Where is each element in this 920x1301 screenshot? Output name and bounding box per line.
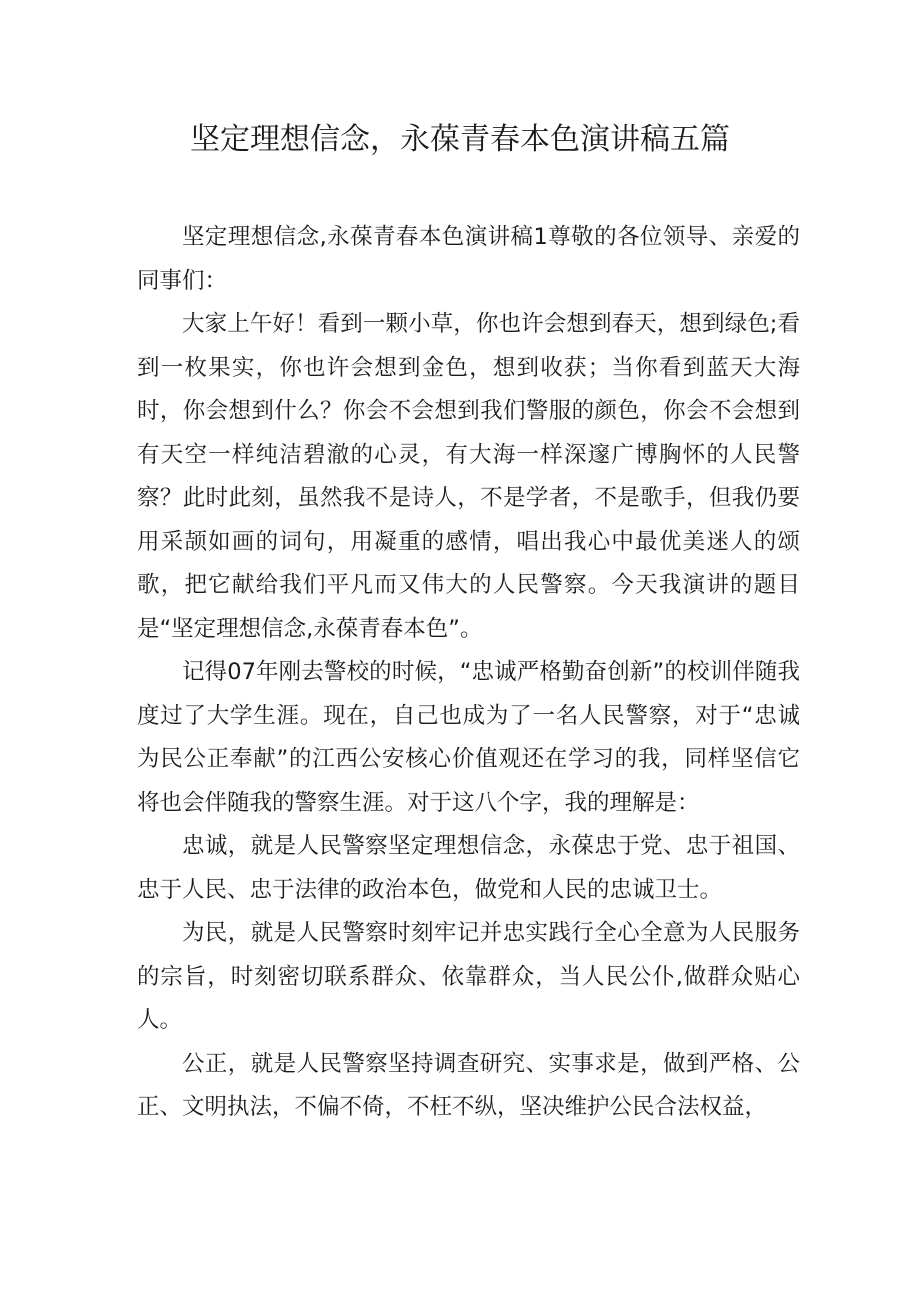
paragraph: 公正，就是人民警察坚持调查研究、实事求是，做到严格、公正、文明执法，不偏不倚，不枉不纵，坚决维护公民合法权益， (137, 1050, 800, 1120)
document-title: 坚定理想信念，永葆青春本色演讲稿五篇 (190, 122, 730, 157)
document-body (137, 216, 800, 1130)
paragraph: 坚定理想信念,永葆青春本色演讲稿1尊敬的各位领导、亲爱的同事们： (137, 224, 800, 294)
paragraph: 大家上午好！看到一颗小草，你也许会想到春天，想到绿色;看到一枚果实，你也许会想到金色，想到收获；当你看到蓝天大海时，你会想到什么？你会不会想到我们警服的颜色，你会不会想到有天空一样纯洁碧澈的心灵，有大海一样深邃广博胸怀的人民警察？此时此刻，虽然我不是诗人，不是学者，不是歌手，但我仍要用采颉如画的词句，用凝重的感情，唱出我心中最优美迷人的颂歌，把它献给我们平凡而又伟大的人民警察。今天我演讲的题目是“坚定理想信念,永葆青春本色”。 (137, 311, 800, 642)
paragraph: 记得07年刚去警校的时候，“忠诚严格勤奋创新”的校训伴随我度过了大学生涯。现在，自己也成为了一名人民警察，对于“忠诚为民公正奉献”的江西公安核心价值观还在学习的我，同样坚信它将也会伴随我的警察生涯。对于这八个字，我的理解是： (137, 659, 800, 816)
paragraph: 为民，就是人民警察时刻牢记并忠实践行全心全意为人民服务的宗旨，时刻密切联系群众、依靠群众，当人民公仆,做群众贴心人。 (137, 920, 800, 1033)
paragraph: 忠诚，就是人民警察坚定理想信念，永葆忠于党、忠于祖国、忠于人民、忠于法律的政治本色，做党和人民的忠诚卫士。 (137, 833, 800, 903)
